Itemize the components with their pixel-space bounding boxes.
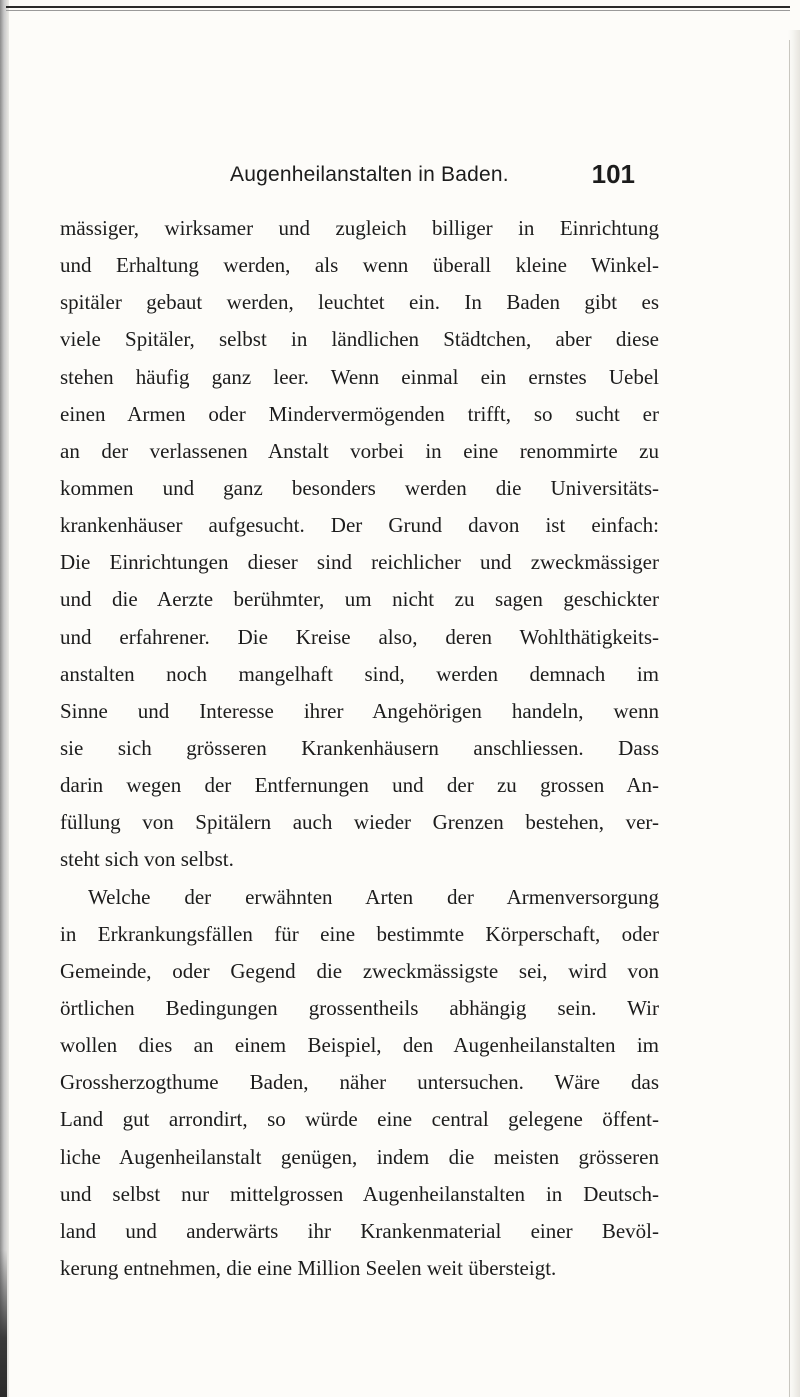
text-line-paragraph-start: Welche der erwähnten Arten der Armenversorgung [88, 884, 659, 909]
text-line: in Erkrankungsfällen für eine bestimmte Körperschaft, oder [60, 921, 659, 946]
text-line: Grossherzogthume Baden, näher untersuchen. Wäre das [60, 1070, 659, 1095]
text-line: kommen und ganz besonders werden die Universitäts- [60, 475, 659, 500]
text-line: stehen häufig ganz leer. Wenn einmal ein ernstes Uebel [60, 364, 659, 389]
text-line: und die Aerzte berühmter, um nicht zu sagen geschickter [60, 587, 659, 612]
text-line: land und anderwärts ihr Krankenmaterial einer Bevöl- [60, 1218, 659, 1243]
text-line: und Erhaltung werden, als wenn überall kleine Winkel- [60, 253, 659, 278]
text-line: sie sich grösseren Krankenhäusern anschliessen. Dass [60, 735, 659, 760]
text-line: Sinne und Interesse ihrer Angehörigen handeln, wenn [60, 698, 659, 723]
top-edge-thin-rule [6, 10, 790, 11]
text-line: füllung von Spitälern auch wieder Grenzen bestehen, ver- [60, 810, 659, 835]
text-line: liche Augenheilanstalt genügen, indem die meisten grösseren [60, 1144, 659, 1169]
text-line: krankenhäuser aufgesucht. Der Grund davon ist einfach: [60, 513, 659, 538]
text-line: an der verlassenen Anstalt vorbei in eine renommirte zu [60, 438, 659, 463]
text-line: einen Armen oder Mindervermögenden trifft, so sucht er [60, 401, 659, 426]
page-number: 101 [591, 159, 635, 189]
page-edge-right-line [789, 40, 790, 1397]
text-line: Land gut arrondirt, so würde eine central gelegene öffent- [60, 1107, 659, 1132]
text-line: örtlichen Bedingungen grossentheils abhängig sein. Wir [60, 995, 659, 1020]
text-line: mässiger, wirksamer und zugleich billiger in Einrichtung [60, 216, 659, 240]
book-spine-dark-shadow [0, 1250, 7, 1397]
text-line: wollen dies an einem Beispiel, den Augenheilanstalten im [60, 1033, 659, 1058]
text-line: spitäler gebaut werden, leuchtet ein. In Baden gibt es [60, 290, 659, 315]
text-line: anstalten noch mangelhaft sind, werden demnach im [60, 661, 659, 686]
text-line-paragraph-end: kerung entnehmen, die eine Million Seelen weit übersteigt. [60, 1255, 557, 1280]
running-head: Augenheilanstalten in Baden. [230, 163, 509, 186]
text-line: darin wegen der Entfernungen und der zu grossen An- [60, 773, 659, 798]
text-line: Die Einrichtungen dieser sind reichlicher und zweckmässiger [60, 550, 659, 575]
book-spine-shadow [0, 0, 9, 1397]
page-header [160, 159, 635, 199]
text-line: und erfahrener. Die Kreise also, deren Wohlthätigkeits- [60, 624, 659, 649]
body-text [60, 210, 659, 1287]
text-line: viele Spitäler, selbst in ländlichen Städtchen, aber diese [60, 327, 659, 352]
text-line: Gemeinde, oder Gegend die zweckmässigste sei, wird von [60, 958, 659, 983]
text-line-paragraph-end: steht sich von selbst. [60, 847, 234, 872]
top-edge-rule [6, 6, 790, 8]
text-line: und selbst nur mittelgrossen Augenheilanstalten in Deutsch- [60, 1181, 659, 1206]
